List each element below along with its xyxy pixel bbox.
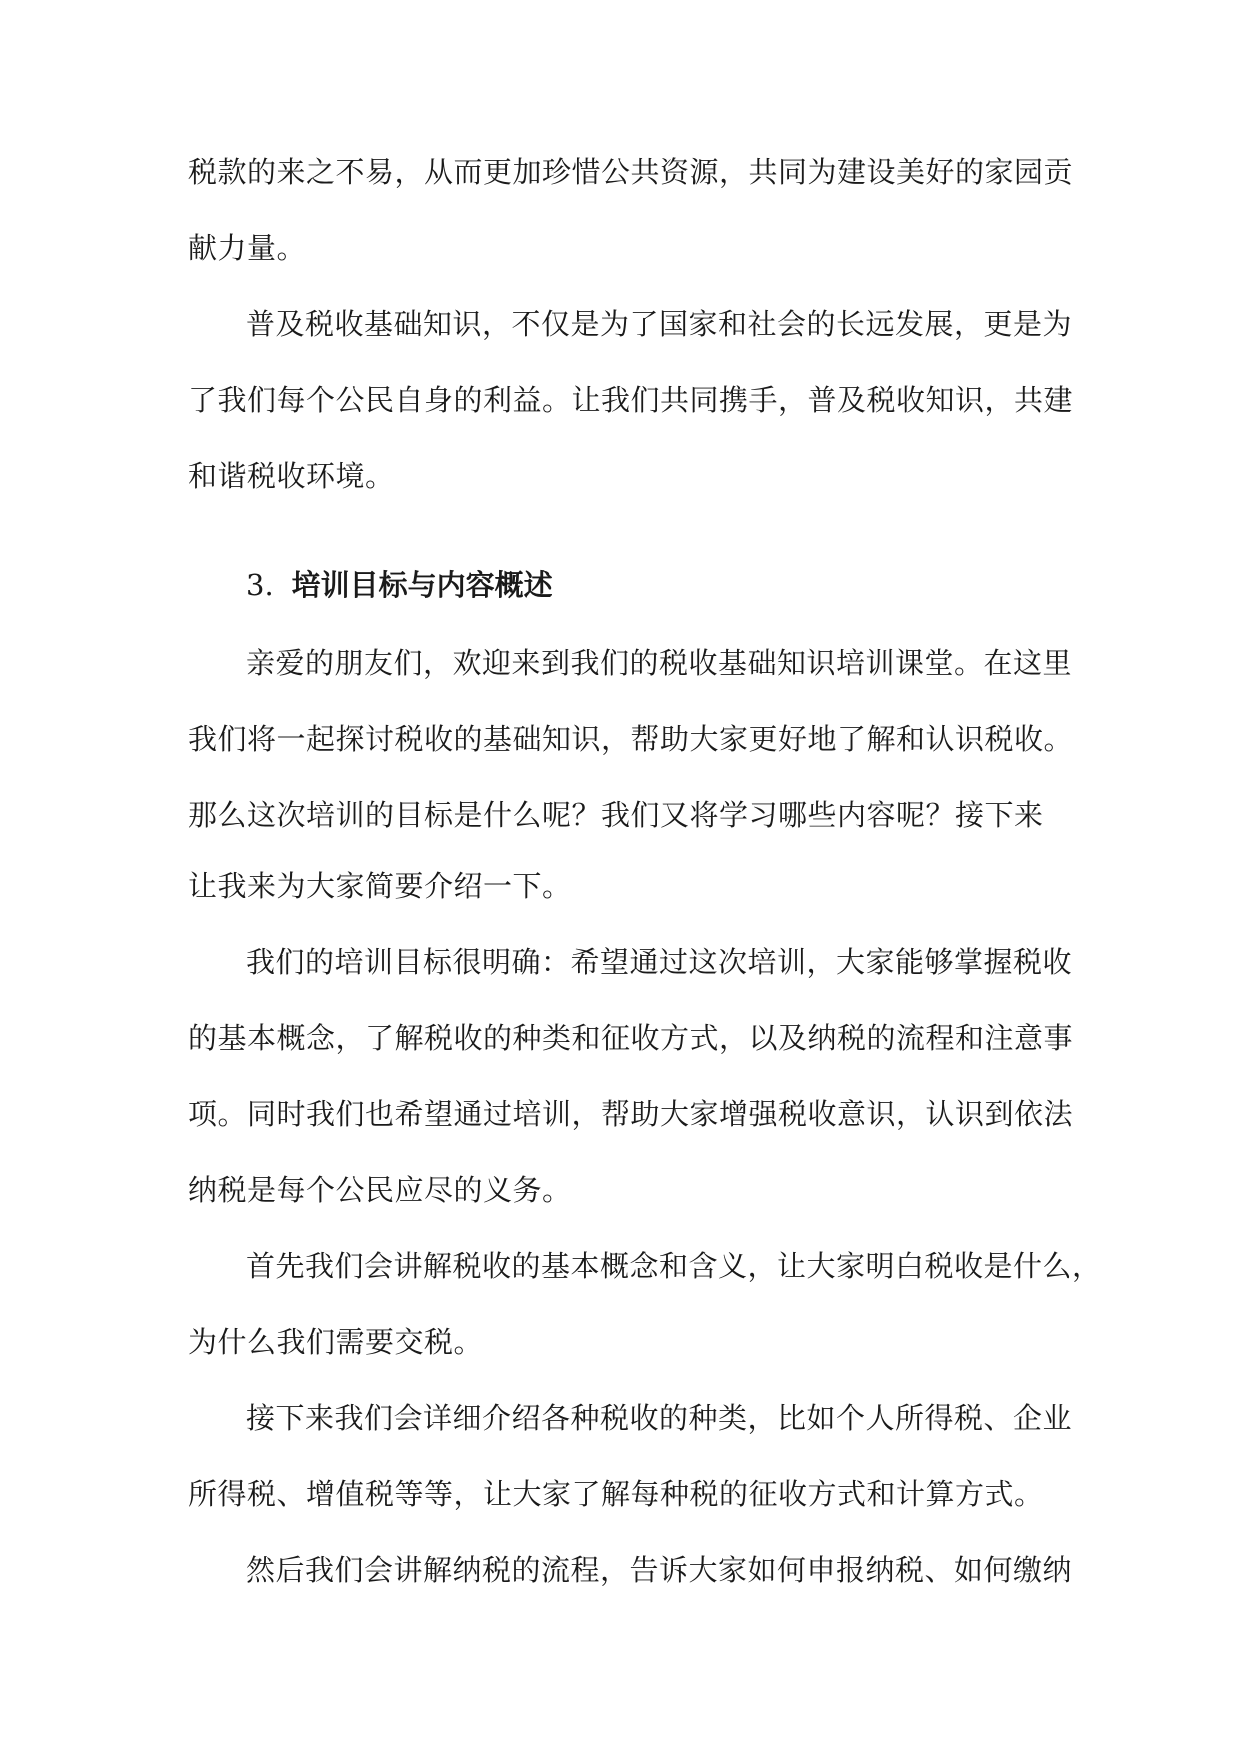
paragraph-6-line-1: 接下来我们会详细介绍各种税收的种类，比如个人所得税、企业 (246, 1401, 1073, 1435)
paragraph-7-line-1: 然后我们会讲解纳税的流程，告诉大家如何申报纳税、如何缴纳 (246, 1553, 1073, 1587)
paragraph-3-line-1: 亲爱的朋友们，欢迎来到我们的税收基础知识培训课堂。在这里 (246, 646, 1073, 680)
paragraph-4-line-1: 我们的培训目标很明确：希望通过这次培训，大家能够掌握税收 (246, 945, 1073, 979)
paragraph-3-line-4: 让我来为大家简要介绍一下。 (188, 869, 572, 903)
paragraph-2-line-1: 普及税收基础知识，不仅是为了国家和社会的长远发展，更是为 (246, 307, 1073, 341)
section-number: 3. (246, 568, 274, 602)
paragraph-4-line-2: 的基本概念，了解税收的种类和征收方式，以及纳税的流程和注意事 (188, 1021, 1074, 1055)
section-heading (246, 565, 553, 605)
paragraph-1-line-2: 献力量。 (188, 231, 307, 265)
paragraph-6-line-2: 所得税、增值税等等，让大家了解每种税的征收方式和计算方式。 (188, 1477, 1044, 1511)
paragraph-3-line-2: 我们将一起探讨税收的基础知识，帮助大家更好地了解和认识税收。 (188, 722, 1074, 756)
paragraph-3-line-3: 那么这次培训的目标是什么呢？我们又将学习哪些内容呢？接下来 (188, 798, 1044, 832)
paragraph-4-line-3: 项。同时我们也希望通过培训，帮助大家增强税收意识，认识到依法 (188, 1097, 1074, 1131)
paragraph-4-line-4: 纳税是每个公民应尽的义务。 (188, 1173, 572, 1207)
paragraph-2-line-3: 和谐税收环境。 (188, 459, 395, 493)
paragraph-1-line-1: 税款的来之不易，从而更加珍惜公共资源，共同为建设美好的家园贡 (188, 155, 1074, 189)
paragraph-5-line-1: 首先我们会讲解税收的基本概念和含义，让大家明白税收是什么， (246, 1249, 1102, 1283)
paragraph-5-line-2: 为什么我们需要交税。 (188, 1325, 484, 1359)
section-title: 培训目标与内容概述 (291, 568, 553, 602)
paragraph-2-line-2: 了我们每个公民自身的利益。让我们共同携手，普及税收知识，共建 (188, 383, 1074, 417)
